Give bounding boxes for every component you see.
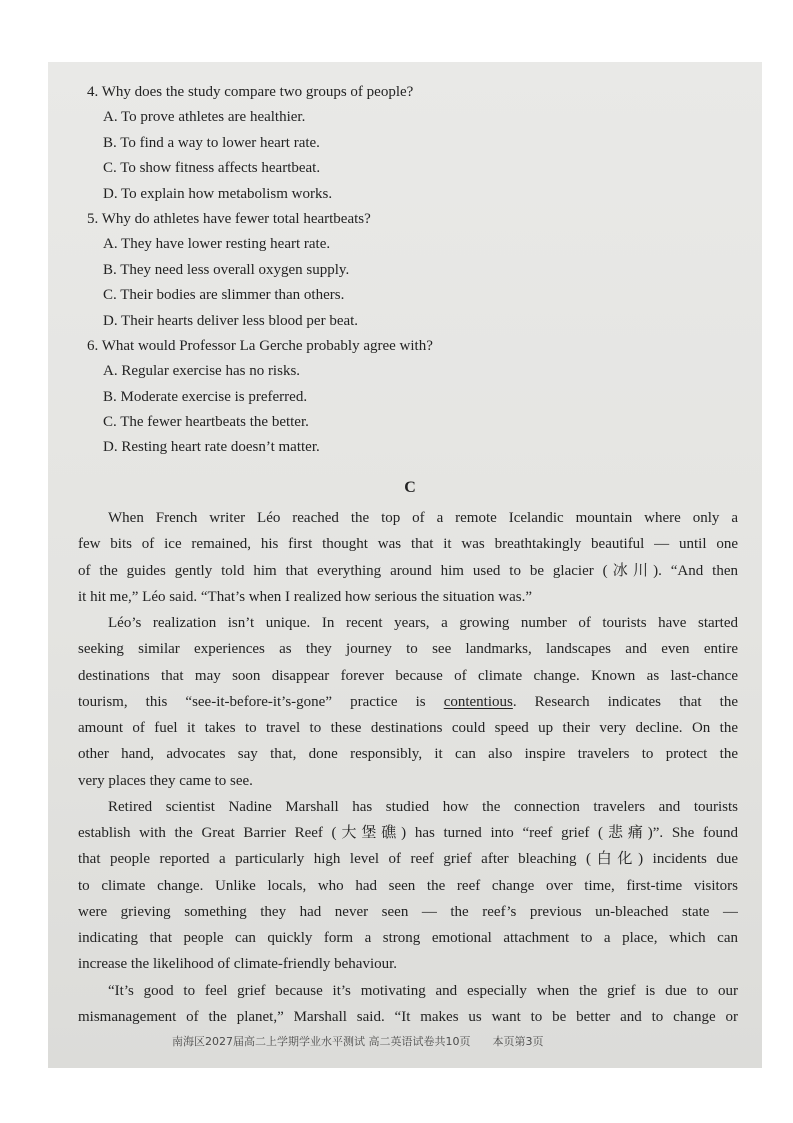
paragraph-4	[78, 978, 738, 1031]
page-number: 本页第3页	[492, 1035, 544, 1048]
page-footer	[172, 1034, 692, 1050]
question-6	[87, 334, 727, 461]
text-line: Retired scientist Nadine Marshall has studied how the connection travelers and tourists	[108, 798, 738, 815]
text-segment: tourism, this “see-it-before-it’s-gone” practice is	[78, 693, 444, 710]
text-line: establish with the Great Barrier Reef (大堡礁) has turned into “reef grief (悲痛)”. She found	[78, 825, 738, 841]
option-d: D. Their hearts deliver less blood per beat.	[103, 312, 359, 329]
text-line: to climate change. Unlike locals, who had seen the reef change over time, first-time visitors	[78, 877, 738, 894]
option-c: C. Their bodies are slimmer than others.	[103, 287, 345, 304]
question-list	[87, 80, 727, 461]
text-line: increase the likelihood of climate-friendly behaviour.	[78, 956, 398, 973]
option-a: A. Regular exercise has no risks.	[103, 363, 301, 380]
text-line: were grieving something they had never seen — the reef’s previous un-bleached state —	[78, 903, 738, 920]
option-a: A. To prove athletes are healthier.	[103, 109, 306, 126]
exam-page	[48, 62, 762, 1068]
text-line: indicating that people can quickly form a strong emotional attachment to a place, which can	[78, 930, 738, 946]
reading-passage	[78, 505, 738, 1030]
option-c: C. To show fitness affects heartbeat.	[103, 160, 321, 177]
option-c: C. The fewer heartbeats the better.	[103, 414, 309, 431]
option-b: B. They need less overall oxygen supply.	[103, 261, 350, 278]
question-stem: 4. Why does the study compare two groups of people?	[87, 84, 414, 100]
option-b: B. Moderate exercise is preferred.	[103, 388, 308, 405]
text-line: seeking similar experiences as they journey to see landmarks, landscapes and even entire	[78, 641, 738, 658]
section-heading: C	[404, 479, 416, 496]
option-d: D. To explain how metabolism works.	[103, 185, 333, 202]
question-stem: 6. What would Professor La Gerche probably agree with?	[87, 337, 433, 354]
paragraph-1	[78, 505, 738, 610]
question-4	[87, 80, 727, 207]
exam-title: 南海区2027届高二上学期学业水平测试 高二英语试卷共10页	[172, 1035, 471, 1048]
text-line: amount of fuel it takes to travel to these destinations could speed up their very decline. On the	[78, 720, 738, 736]
text-line: of the guides gently told him that everything around him used to be glacier (冰川). “And then	[78, 562, 738, 579]
text-line: When French writer Léo reached the top of a remote Icelandic mountain where only a	[108, 510, 738, 526]
text-line: “It’s good to feel grief because it’s motivating and especially when the grief is due to our	[108, 982, 738, 999]
underlined-word: contentious	[443, 693, 513, 710]
text-line: other hand, advocates say that, done responsibly, it can also inspire travelers to protect the	[78, 746, 738, 763]
text-line	[78, 689, 738, 715]
text-line: destinations that may soon disappear forever because of climate change. Known as last-chance	[78, 667, 738, 684]
text-line: that people reported a particularly high level of reef grief after bleaching (白化) incidents due	[78, 851, 738, 868]
text-line: Léo’s realization isn’t unique. In recent years, a growing number of tourists have started	[108, 615, 738, 631]
text-line: mismanagement of the planet,” Marshall said. “It makes us want to be better and to change or	[78, 1008, 738, 1025]
paragraph-2	[78, 610, 738, 794]
text-line: few bits of ice remained, his first thought was that it was breathtakingly beautiful — until one	[78, 536, 738, 553]
paragraph-3	[78, 794, 738, 978]
text-segment: . Research indicates that the	[512, 693, 738, 710]
option-b: B. To find a way to lower heart rate.	[103, 134, 320, 151]
question-stem: 5. Why do athletes have fewer total heartbeats?	[87, 210, 371, 227]
option-d: D. Resting heart rate doesn’t matter.	[103, 439, 320, 456]
option-a: A. They have lower resting heart rate.	[103, 236, 331, 253]
question-5	[87, 207, 727, 334]
text-line: it hit me,” Léo said. “That’s when I realized how serious the situation was.”	[78, 588, 533, 605]
text-line: very places they came to see.	[78, 772, 253, 789]
